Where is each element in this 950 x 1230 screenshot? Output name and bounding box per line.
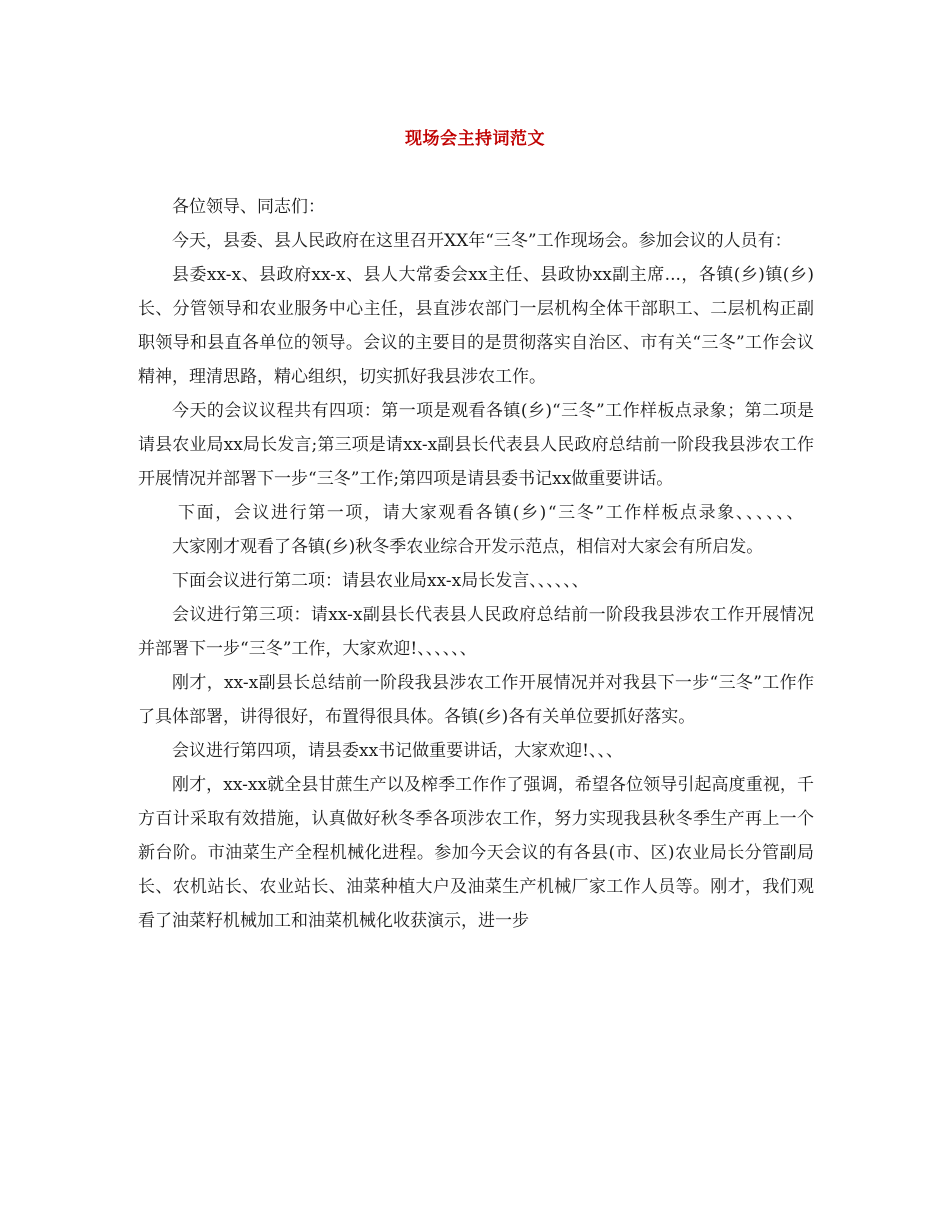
paragraph-summary-three: 刚才，xx-x副县长总结前一阶段我县涉农工作开展情况并对我县下一步“三冬”工作作了具体部署，讲得很好，布置得很具体。各镇(乡)各有关单位要抓好落实。: [138, 673, 814, 727]
paragraph-closing: 刚才，xx-xx就全县甘蔗生产以及榨季工作作了强调，希望各位领导引起高度重视，千方百计采取有效措施，认真做好秋冬季各项涉农工作，努力实现我县秋冬季生产再上一个新台阶。市油菜生产全程机械化进程。参加今天会议的有各县(市、区)农业局长分管副局长、农机站长、农业站长、油菜种植大户及油菜生产机械厂家工作人员等。刚才，我们观看了油菜籽机械加工和油菜机械化收获演示，进一步: [138, 775, 814, 931]
paragraph-opening: 今天，县委、县人民政府在这里召开XX年“三冬”工作现场会。参加会议的人员有：: [172, 231, 792, 251]
paragraph-greeting: 各位领导、同志们：: [172, 197, 325, 217]
paragraph-attendees: 县委xx-x、县政府xx-x、县人大常委会xx主任、县政协xx副主席...，各镇(乡)镇(乡)长、分管领导和农业服务中心主任，县直涉农部门一层机构全体干部职工、二层机构正副职领导和县直各单位的领导。会议的主要目的是贯彻落实自治区、市有关“三冬”工作会议精神，理清思路，精心组织，切实抓好我县涉农工作。: [138, 265, 814, 387]
paragraph-item-one: 下面，会议进行第一项，请大家观看各镇(乡)“三冬”工作样板点录象、、、、、、: [178, 503, 805, 523]
paragraph-item-three: 会议进行第三项：请xx-x副县长代表县人民政府总结前一阶段我县涉农工作开展情况并部署下一步“三冬”工作，大家欢迎!、、、、、、: [138, 605, 814, 659]
document-title: 现场会主持词范文: [405, 129, 545, 149]
paragraph-item-two: 下面会议进行第二项：请县农业局xx-x局长发言、、、、、、: [172, 571, 589, 591]
paragraph-after-video: 大家刚才观看了各镇(乡)秋冬季农业综合开发示范点，相信对大家会有所启发。: [172, 537, 764, 557]
paragraph-item-four: 会议进行第四项，请县委xx书记做重要讲话，大家欢迎!、、、: [172, 741, 624, 761]
paragraph-agenda: 今天的会议议程共有四项：第一项是观看各镇(乡)“三冬”工作样板点录象；第二项是请县农业局xx局长发言;第三项是请xx-x副县长代表县人民政府总结前一阶段我县涉农工作开展情况并部署下一步“三冬”工作;第四项是请县委书记xx做重要讲话。: [138, 401, 814, 489]
document-body: [138, 190, 814, 938]
